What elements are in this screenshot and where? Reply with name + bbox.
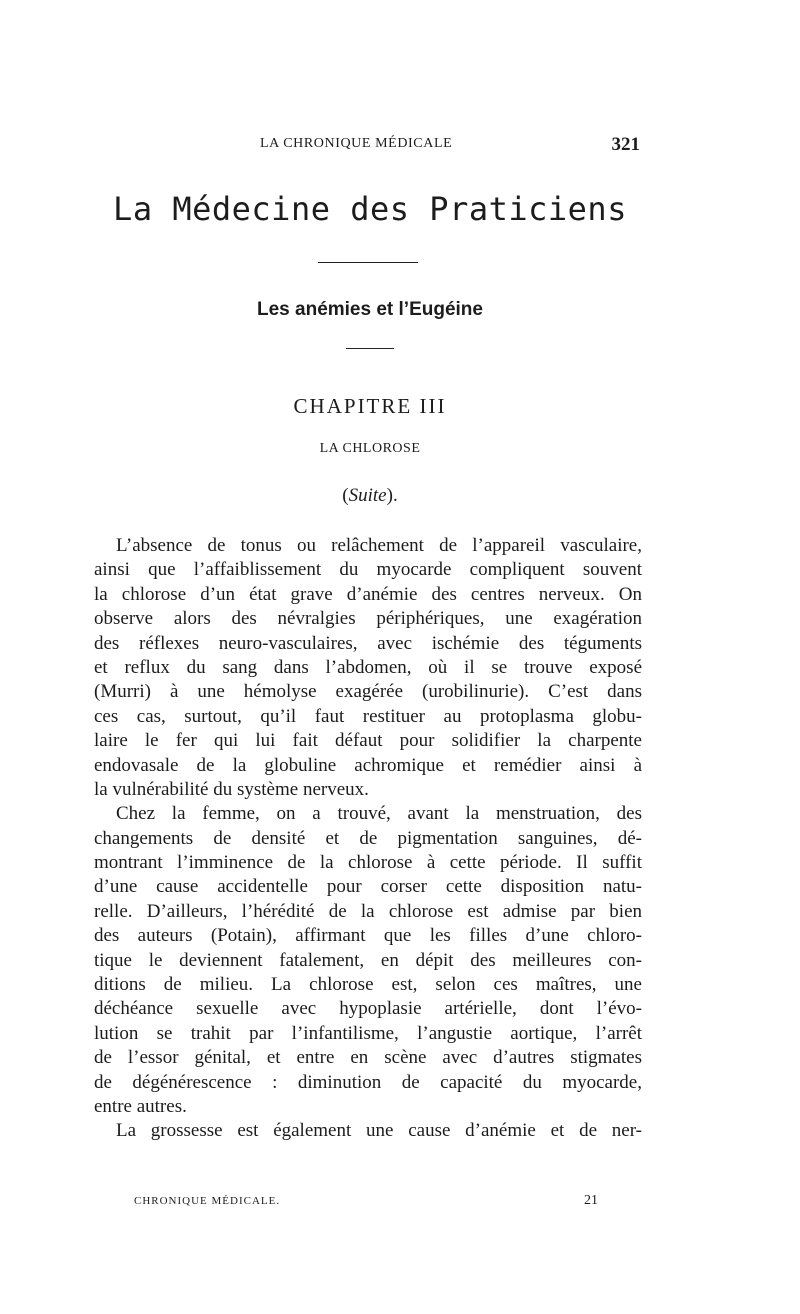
body-line: relle. D’ailleurs, l’hérédité de la chlorose est admise par bien (94, 900, 642, 922)
body-line: ainsi que l’affaiblissement du myocarde compliquent souvent (94, 559, 642, 581)
body-line: montrant l’imminence de la chlorose à cette période. Il suffit (94, 852, 642, 874)
body-line: déchéance sexuelle avec hypoplasie artérielle, dont l’évo- (94, 998, 642, 1020)
body-line: la vulnérabilité du système nerveux. (94, 778, 369, 800)
body-line: la chlorose d’un état grave d’anémie des centres nerveux. On (94, 583, 642, 605)
body-line: lution se trahit par l’infantilisme, l’angustie aortique, l’arrêt (94, 1022, 642, 1044)
body-line: tique le deviennent fatalement, en dépit des meilleures con- (94, 949, 642, 971)
body-line: (Murri) à une hémolyse exagérée (urobilinurie). C’est dans (94, 681, 642, 703)
chapter-subheading: LA CHLOROSE (319, 441, 421, 456)
body-line: observe alors des névralgies périphériques, une exagération (94, 608, 642, 630)
body-line: changements de densité et de pigmentation sanguines, dé- (94, 827, 642, 849)
body-line: des réflexes neuro-vasculaires, avec ischémie des téguments (94, 632, 642, 654)
footer-title: CHRONIQUE MÉDICALE. (134, 1195, 281, 1207)
body-line: d’une cause accidentelle pour corser cette disposition natu- (94, 876, 642, 898)
article-body (94, 534, 642, 1144)
body-line: L’absence de tonus ou relâchement de l’appareil vasculaire, (116, 535, 642, 556)
running-head (120, 134, 640, 158)
body-line: et reflux du sang dans l’abdomen, où il se trouve exposé (94, 656, 642, 678)
page-footer (134, 1193, 598, 1213)
running-title: LA CHRONIQUE MÉDICALE (260, 136, 453, 151)
body-line: de dégénérescence : diminution de capacité du myocarde, (94, 1071, 642, 1093)
body-line: Chez la femme, on a trouvé, avant la menstruation, des (116, 803, 642, 825)
body-line: laire le fer qui lui fait défaut pour solidifier la charpente (94, 730, 642, 752)
body-line: ces cas, surtout, qu’il faut restituer au protoplasma globu- (94, 705, 642, 727)
body-line: endovasale de la globuline achromique et remédier ainsi à (94, 754, 642, 776)
body-line: La grossesse est également une cause d’anémie et de ner- (116, 1120, 642, 1142)
page-number: 321 (611, 134, 640, 155)
suite-open: ( (342, 485, 349, 506)
signature-mark: 21 (584, 1193, 598, 1208)
body-line: entre autres. (94, 1095, 187, 1117)
body-line: des auteurs (Potain), affirmant que les filles d’une chloro- (94, 925, 642, 947)
chapter-heading: CHAPITRE III (293, 394, 447, 418)
body-line: de l’essor génital, et entre en scène avec d’autres stigmates (94, 1047, 642, 1069)
suite-label: Suite (348, 485, 387, 506)
chapter-continuation (0, 485, 740, 507)
title-divider (318, 262, 418, 263)
subtitle-divider (346, 348, 394, 349)
body-line: ditions de milieu. La chlorose est, selon ces maîtres, une (94, 974, 642, 996)
page-title: La Médecine des Praticiens (113, 190, 627, 228)
suite-close: ). (386, 485, 398, 506)
article-subtitle: Les anémies et l’Eugéine (257, 299, 483, 320)
